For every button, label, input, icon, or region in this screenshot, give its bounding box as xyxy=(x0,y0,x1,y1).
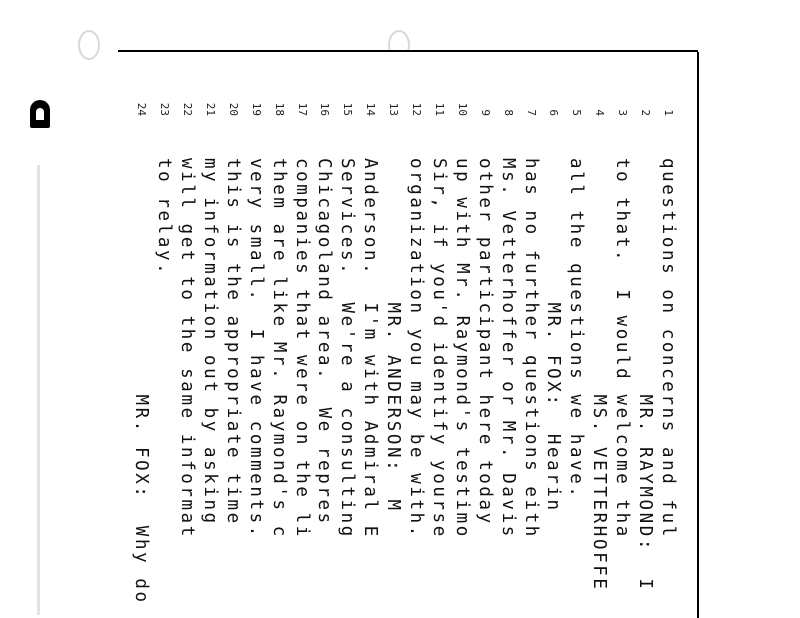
line-number: 17 xyxy=(295,102,309,116)
line-text: Chicagoland area. We repres xyxy=(314,158,335,526)
line-text: MR. RAYMOND: I xyxy=(635,158,656,592)
line-text: MR. FOX: Why do xyxy=(131,158,152,605)
line-text: to relay. xyxy=(154,158,175,277)
line-text: MR. FOX: Hearin xyxy=(543,158,564,513)
line-number: 19 xyxy=(249,102,263,116)
binder-hole-left xyxy=(78,30,100,60)
line-text: organization you may be with. xyxy=(406,158,427,539)
page-tab-marker xyxy=(30,100,50,128)
line-number: 16 xyxy=(318,102,332,116)
line-text: other participant here today xyxy=(474,158,495,526)
line-text: will get to the same informat xyxy=(177,158,198,539)
line-text: Sir, if you'd identify yourse xyxy=(429,158,449,539)
rotated-transcript-text xyxy=(118,50,698,618)
transcript-page xyxy=(118,50,698,618)
line-number: 9 xyxy=(478,109,492,116)
line-number: 12 xyxy=(410,102,424,116)
page-edge-right xyxy=(697,52,699,618)
line-text: Anderson. I'm with Admiral E xyxy=(360,158,381,539)
line-text: questions on concerns and ful xyxy=(658,158,678,539)
line-text: my information out by asking xyxy=(200,158,220,526)
line-number: 1 xyxy=(662,109,675,116)
line-text: companies that were on the li xyxy=(291,158,312,539)
line-number: 11 xyxy=(433,102,446,116)
line-text: Services. We're a consulting xyxy=(337,158,358,539)
line-text: up with Mr. Raymond's testimo xyxy=(451,158,472,539)
page-edge-top xyxy=(118,50,698,52)
line-number: 14 xyxy=(364,102,378,116)
line-number: 8 xyxy=(501,109,515,116)
line-text: MR. ANDERSON: M xyxy=(383,158,404,513)
line-number: 15 xyxy=(341,102,355,116)
line-number: 13 xyxy=(387,102,401,116)
line-text: very small. I have comments. xyxy=(245,158,266,539)
line-text: to that. I would welcome tha xyxy=(612,158,633,539)
line-text: this is the appropriate time xyxy=(222,158,243,526)
line-number: 7 xyxy=(524,109,538,116)
line-number: 20 xyxy=(226,102,240,116)
line-number: 23 xyxy=(158,102,172,116)
line-text: MS. VETTERHOFFE xyxy=(589,158,610,592)
line-number: 3 xyxy=(616,109,630,116)
line-text: them are like Mr. Raymond's c xyxy=(268,158,289,539)
line-number: 2 xyxy=(639,109,653,116)
line-number: 22 xyxy=(181,102,195,116)
line-number: 21 xyxy=(204,102,217,116)
line-number: 4 xyxy=(593,109,607,116)
line-text: has no further questions eith xyxy=(520,158,541,539)
line-number: 5 xyxy=(570,109,584,116)
line-number: 18 xyxy=(272,102,286,116)
line-number: 24 xyxy=(135,102,149,116)
line-number: 6 xyxy=(547,109,561,116)
line-number: 10 xyxy=(455,102,469,116)
scan-edge-shadow xyxy=(37,165,40,615)
line-text: Ms. Vetterhoffer or Mr. Davis xyxy=(497,158,518,539)
line-text: all the questions we have. xyxy=(566,158,587,500)
